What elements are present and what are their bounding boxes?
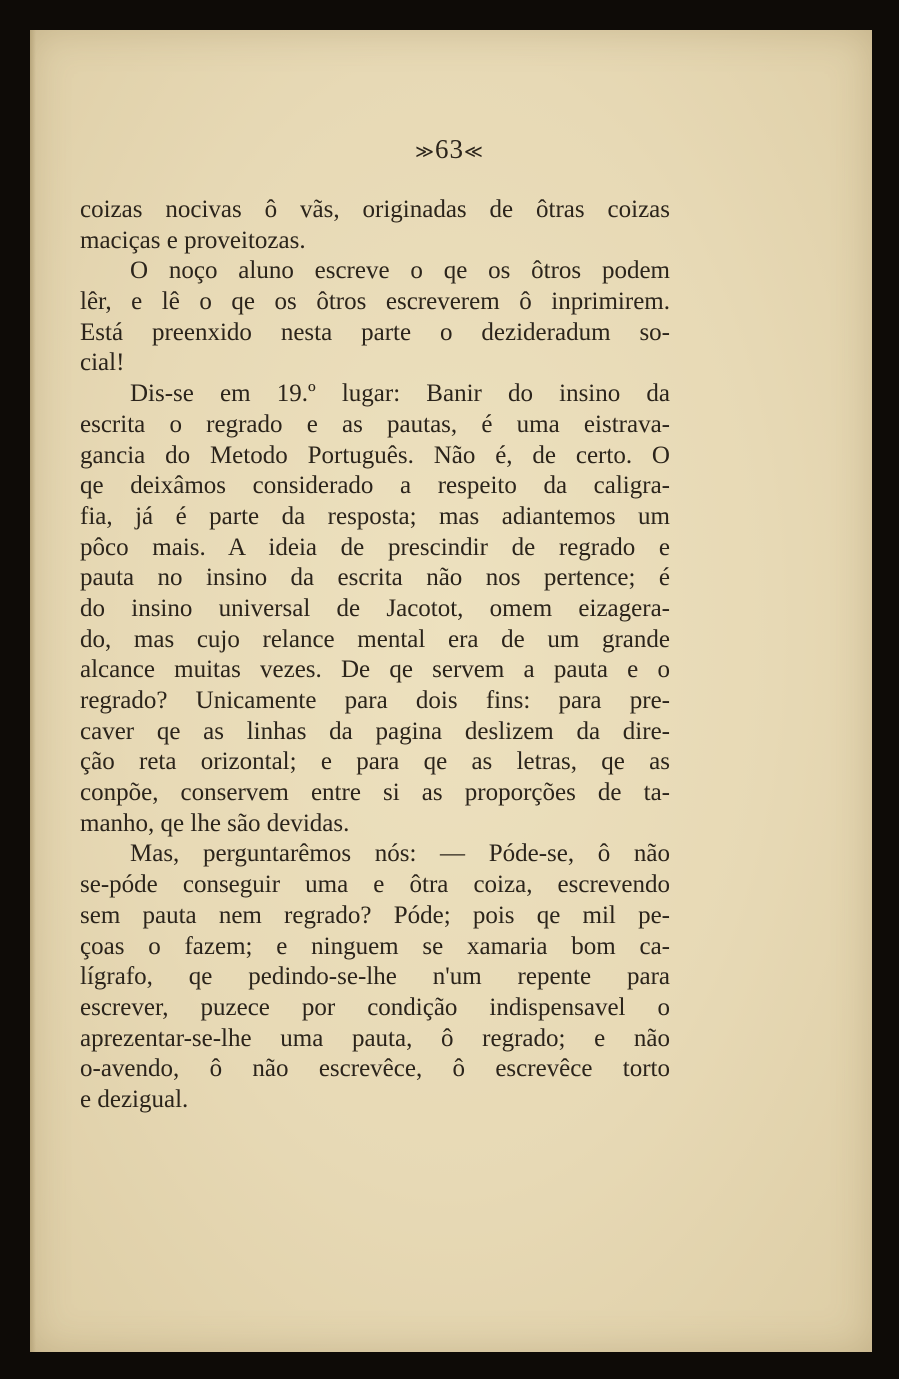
text-line: do insino universal de Jacotot, omem eizagera-	[80, 594, 670, 622]
page-number-label: 63	[435, 134, 464, 164]
text-line: ção reta orizontal; e para qe as letras, qe as	[80, 748, 670, 776]
text-line: lêr, e lê o qe os ôtros escreverem ô inprimirem.	[80, 288, 670, 316]
text-line: caver qe as linhas da pagina deslizem da dire-	[80, 717, 670, 745]
text-line: e dezigual.	[80, 1085, 189, 1113]
body-text	[80, 195, 670, 1116]
text-line: çoas o fazem; e ninguem se xamaria bom ca-	[80, 932, 670, 960]
text-line: aprezentar-se-lhe uma pauta, ô regrado; e não	[80, 1024, 670, 1052]
page-binding-edge	[30, 30, 36, 1352]
text-line: escrita o regrado e as pautas, é uma eistrava-	[80, 410, 670, 438]
paragraph-start-line: Dis-se em 19.º lugar: Banir do insino da	[130, 380, 670, 408]
text-line: fia, já é parte da resposta; mas adiantemos um	[80, 502, 670, 530]
text-line: o-avendo, ô não escrevêce, ô escrevêce torto	[80, 1055, 670, 1083]
paragraph-start-line: Mas, perguntarêmos nós: — Póde-se, ô não	[130, 840, 670, 868]
ornament-right: ≪	[464, 141, 484, 162]
text-line: pôco mais. A ideia de prescindir de regrado e	[80, 533, 670, 561]
text-line: maciças e proveitozas.	[80, 226, 306, 254]
text-line: Está preenxido nesta parte o dezideradum so-	[80, 318, 670, 346]
text-line: alcance muitas vezes. De qe servem a pauta e o	[80, 656, 670, 684]
text-line: qe deixâmos considerado a respeito da caligra-	[80, 472, 670, 500]
text-line: se-póde conseguir uma e ôtra coiza, escrevendo	[80, 871, 670, 899]
page-number	[0, 134, 899, 165]
ornament-left: ≫	[415, 141, 435, 162]
text-line: pauta no insino da escrita não nos pertence; é	[80, 564, 670, 592]
text-line: regrado? Unicamente para dois fins: para pre-	[80, 687, 670, 714]
text-line: sem pauta nem regrado? Póde; pois qe mil pe-	[80, 901, 670, 929]
text-line: escrever, puzece por condição indispensavel o	[80, 993, 670, 1021]
text-line: gancia do Metodo Português. Não é, de certo. O	[80, 441, 670, 469]
text-line: do, mas cujo relance mental era de um grande	[80, 625, 670, 653]
text-line: lígrafo, qe pedindo-se-lhe n'um repente para	[80, 963, 670, 991]
text-line: conpõe, conservem entre si as proporções de ta-	[80, 779, 670, 807]
text-line: cial!	[80, 349, 125, 377]
text-line: manho, qe lhe são devidas.	[80, 809, 350, 837]
text-line: coizas nocivas ô vãs, originadas de ôtras coizas	[80, 196, 670, 223]
paragraph-start-line: O noço aluno escreve o qe os ôtros podem	[130, 257, 670, 285]
